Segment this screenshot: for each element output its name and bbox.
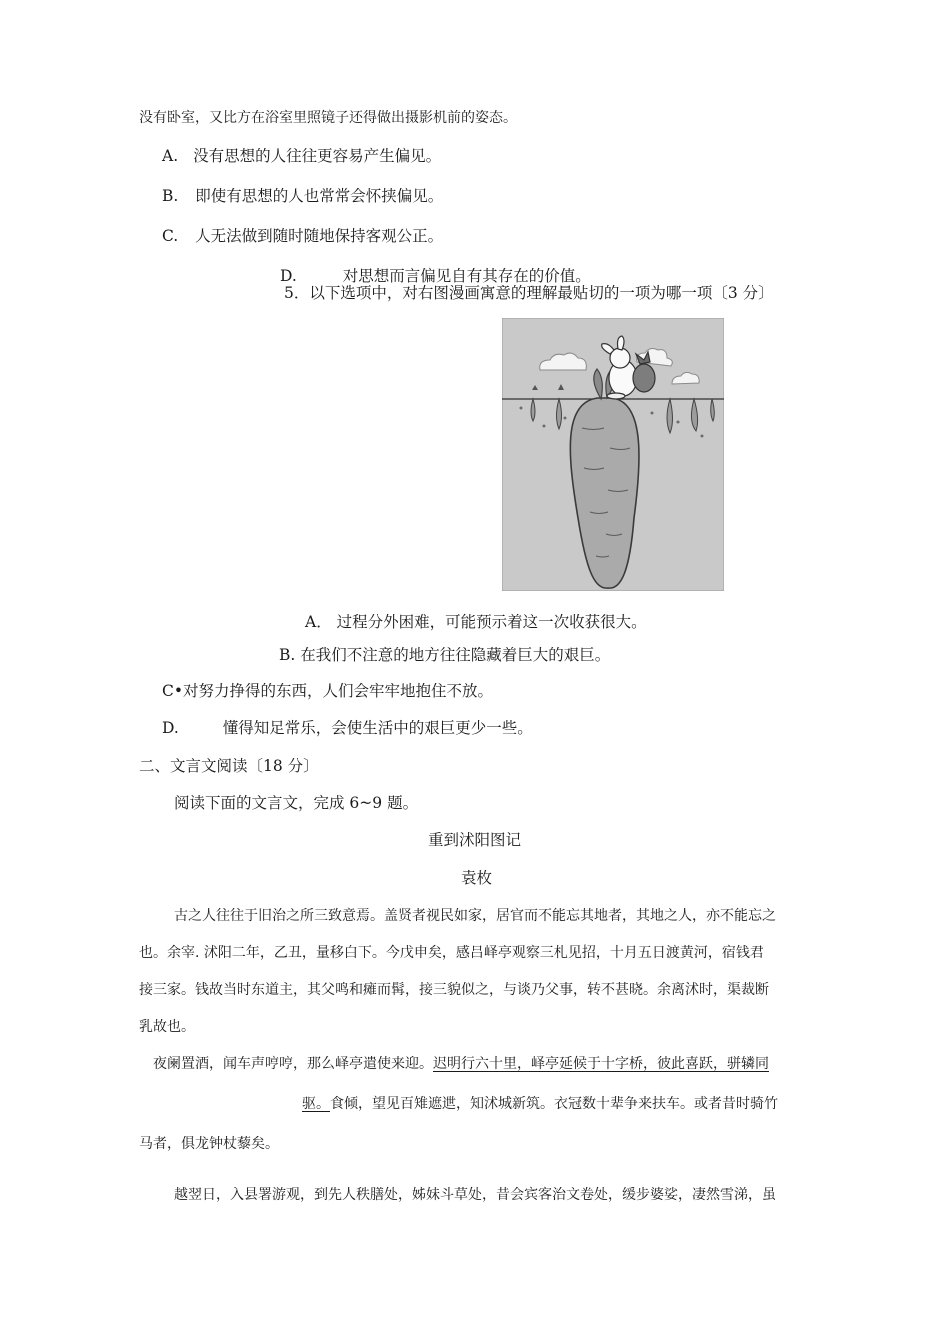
section-2-heading: 二、文言文阅读〔18 分〕 — [139, 757, 319, 775]
passage-p3-line-1: 越翌日，入县署游观，到先人秩膳处，姊妹斗草处，昔会宾客治文卷处，缓步婆娑，凄然雪涕，虽 — [174, 1187, 776, 1203]
passage-p1-line-3: 接三家。钱故当时东道主，其父鸣和瘫而髯，接三貌似之，与谈乃父事，转不甚晓。余离沭时，渠裁断 — [139, 982, 769, 998]
q5-option-d[interactable] — [162, 718, 533, 738]
passage-p2-line-1 — [153, 1054, 769, 1074]
q4-option-b-letter: B. — [162, 187, 179, 205]
underlined-sentence-part-1: 迟明行六十里，峄亭延候于十字桥，彼此喜跃，骈辚同 — [433, 1056, 769, 1072]
q4-option-c[interactable] — [162, 226, 443, 246]
q5-stem: 5．以下选项中，对右图漫画寓意的理解最贴切的一项为哪一项〔3 分〕 — [284, 284, 774, 302]
q5-option-a[interactable] — [305, 612, 647, 632]
q5-option-b-text: 在我们不注意的地方往往隐藏着巨大的艰巨。 — [300, 646, 611, 664]
q5-option-c-letter: C• — [162, 682, 184, 700]
q5-option-a-text: 过程分外困难，可能预示着这一次收获很大。 — [336, 613, 647, 631]
passage-p2-line-1-plain: 夜阑置酒，闻车声哼哼，那么峄亭遣使来迎。 — [153, 1056, 433, 1072]
q4-option-a-text: 没有思想的人往往更容易产生偏见。 — [193, 147, 442, 165]
underlined-sentence-part-2: 驱。 — [302, 1096, 330, 1112]
q4-option-d-text: 对思想而言偏见自有其存在的价值。 — [342, 267, 591, 285]
q5-option-b[interactable] — [279, 645, 610, 665]
passage-p1-line-2: 也。余宰. 沭阳二年，乙丑，量移白下。今戊申矣，感吕峄亭观察三札见招，十月五日渡黄河，宿钱君 — [139, 945, 764, 961]
carrot-cartoon-image — [502, 318, 724, 591]
q5-option-b-letter: B. — [279, 646, 296, 664]
q5-option-c[interactable] — [162, 681, 493, 701]
passage-title: 重到沭阳图记 — [428, 831, 522, 849]
section-2-instruction: 阅读下面的文言文，完成 6~9 题。 — [174, 794, 419, 812]
intro-tail-text: 没有卧室，又比方在浴室里照镜子还得做出摄影机前的姿态。 — [139, 110, 517, 126]
passage-p2-line-2 — [302, 1094, 778, 1114]
q4-option-b-text: 即使有思想的人也常常会怀挟偏见。 — [195, 187, 444, 205]
q4-option-b[interactable] — [162, 186, 443, 206]
q4-option-d-letter: D. — [280, 267, 297, 285]
passage-author: 袁枚 — [461, 869, 493, 887]
passage-p1-line-4: 乳故也。 — [139, 1019, 195, 1035]
q4-option-c-letter: C. — [162, 227, 179, 245]
q5-option-d-letter: D. — [162, 719, 179, 737]
passage-p2-line-3: 马者，俱龙钟杖藜矣。 — [139, 1136, 279, 1152]
passage-p2-line-2-plain: 食倾，望见百雉遮迣，知沭城新筑。衣冠数十辈争来扶车。或者昔时骑竹 — [330, 1096, 778, 1112]
q5-option-c-text: 对努力挣得的东西，人们会牢牢地抱住不放。 — [183, 682, 494, 700]
q5-option-a-letter: A． — [305, 613, 332, 631]
passage-p1-line-1: 古之人往往于旧治之所三致意焉。盖贤者视民如家，居官而不能忘其地者，其地之人，亦不能忘之 — [174, 908, 776, 924]
q4-option-c-text: 人无法做到随时随地保持客观公正。 — [195, 227, 444, 245]
q5-option-d-text: 懂得知足常乐，会使生活中的艰巨更少一些。 — [222, 719, 533, 737]
q4-option-a-letter: A. — [162, 147, 179, 165]
q4-option-a[interactable] — [162, 146, 441, 166]
